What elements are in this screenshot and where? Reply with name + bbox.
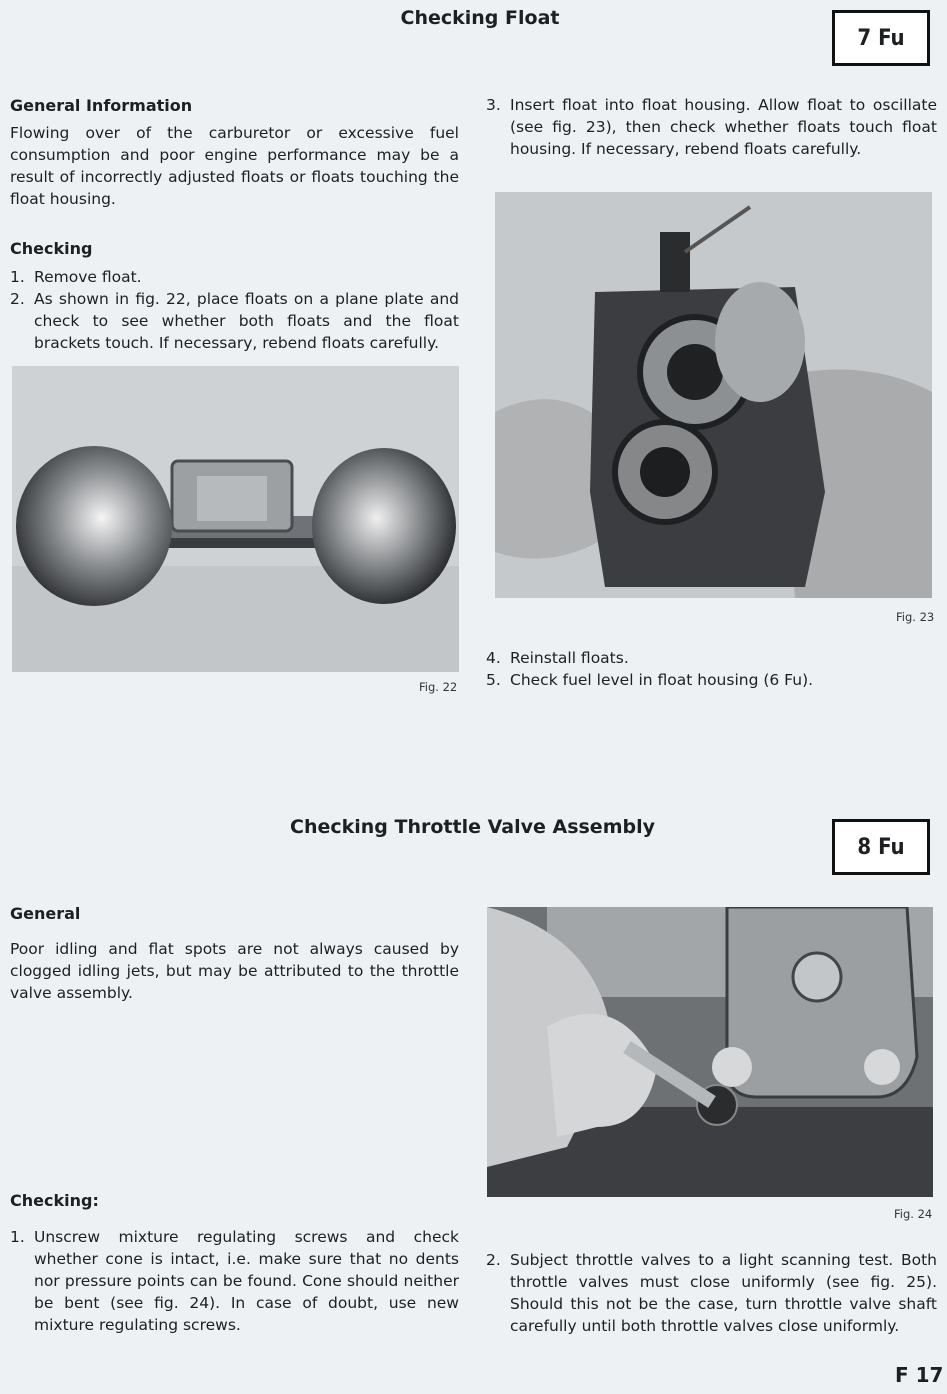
checking-steps-left [10,266,459,354]
checking-step-3 [486,94,937,160]
figure-23-caption: Fig. 23 [896,610,935,624]
general-information-text: Flowing over of the carburetor or excessive fuel consumption and poor engine performance may be a result of incorrectly adjusted floats or floats touching the float housing. [10,124,459,208]
list-item: 3. Insert float into float housing. Allow float to oscillate (see fig. 23), then check whether floats touch float housing. If necessary, rebend floats carefully. [486,96,937,158]
figure-22-floats-image [12,366,459,672]
section-badge-8fu: 8 Fu [832,819,930,875]
general-information-heading: General Information [10,96,193,115]
section-title-checking-float: Checking Float [400,7,560,29]
list-item: 5. Check fuel level in float housing (6 Fu). [486,671,814,689]
general-heading: General [10,904,81,923]
figure-24-mixture-screw-image [487,907,933,1197]
figure-24-caption: Fig. 24 [894,1207,933,1221]
section-badge-7fu: 7 Fu [832,10,930,66]
checking-step-2 [486,1249,937,1337]
checking-steps-right [486,647,937,691]
general-text: Poor idling and flat spots are not always caused by clogged idling jets, but may be attributed to the throttle valve assembly. [10,940,459,1002]
figure-23-float-housing-image [495,192,932,598]
list-item: 1. Remove float. [10,268,142,286]
checking-step-1 [10,1226,459,1336]
list-item: 2. As shown in fig. 22, place floats on a plane plate and check to see whether both floats and the float brackets touch. If necessary, rebend floats carefully. [10,290,459,352]
checking-heading-2: Checking: [10,1191,99,1210]
page-number: F 17 [895,1363,944,1387]
section-title-throttle-valve: Checking Throttle Valve Assembly [290,816,655,838]
checking-heading: Checking [10,239,93,258]
list-item: 2. Subject throttle valves to a light scanning test. Both throttle valves must close uniformly (see fig. 25). Should this not be the case, turn throttle valve shaft carefully until both throttle valves close uniformly. [486,1251,937,1335]
figure-22-caption: Fig. 22 [419,680,458,694]
list-item: 4. Reinstall floats. [486,649,629,667]
list-item: 1. Unscrew mixture regulating screws and check whether cone is intact, i.e. make sure that no dents nor pressure points can be found. Cone should neither be bent (see fig. 24). In case of doubt, use new mixture regulating screws. [10,1228,459,1334]
